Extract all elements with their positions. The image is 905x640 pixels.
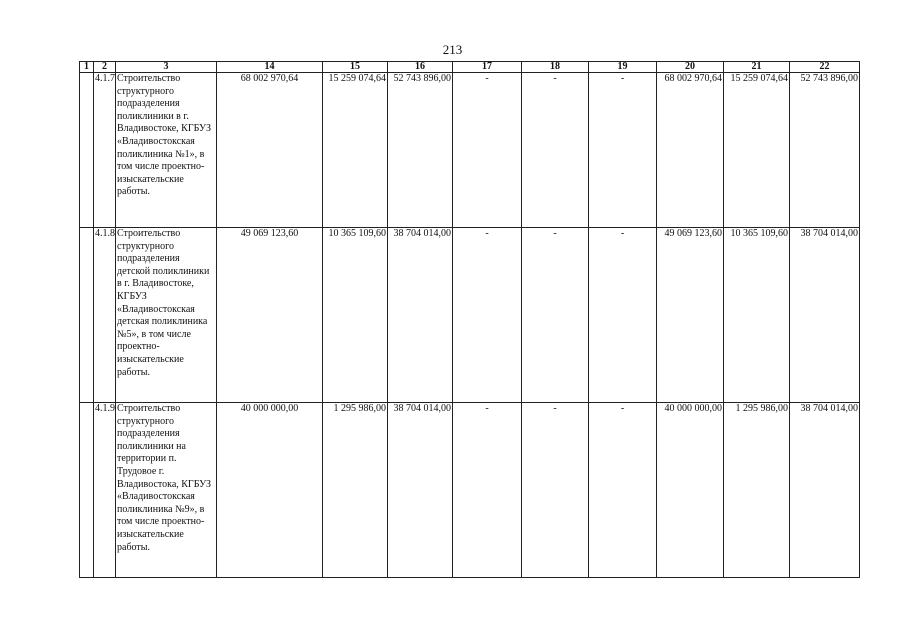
column-header: 19 (589, 62, 657, 73)
amount-cell: 40 000 000,00 (217, 403, 323, 578)
column-header: 2 (94, 62, 116, 73)
empty-value-cell: - (453, 403, 522, 578)
empty-value-cell: - (453, 73, 522, 228)
empty-value-cell: - (522, 403, 589, 578)
amount-cell: 15 259 074,64 (323, 73, 388, 228)
amount-cell: 49 069 123,60 (217, 228, 323, 403)
empty-value-cell: - (589, 73, 657, 228)
amount-cell: 38 704 014,00 (790, 403, 860, 578)
item-description: Строительство структурного подразделения поликлиники в г. Владивостоке, КГБУЗ «Владивостокская поликлиника №1», в том числе проектно-изыскательские работы. (116, 73, 217, 228)
empty-value-cell: - (522, 73, 589, 228)
item-description: Строительство структурного подразделения детской поликлиники в г. Владивостоке, КГБУЗ «Владивостокская детская поликлиника №5», в том числе проектно-изыскательские работы. (116, 228, 217, 403)
column-header: 17 (453, 62, 522, 73)
amount-cell: 38 704 014,00 (790, 228, 860, 403)
amount-cell: 40 000 000,00 (657, 403, 724, 578)
item-description: Строительство структурного подразделения поликлиники на территории п. Трудовое г. Владивостока, КГБУЗ «Владивостокская поликлиника №9», в том числе проектно-изыскательские работы. (116, 403, 217, 578)
amount-cell: 15 259 074,64 (724, 73, 790, 228)
col1-cell (80, 73, 94, 228)
column-header: 1 (80, 62, 94, 73)
column-header: 22 (790, 62, 860, 73)
column-header: 16 (388, 62, 453, 73)
amount-cell: 38 704 014,00 (388, 403, 453, 578)
table-row (80, 73, 860, 228)
item-code: 4.1.7 (94, 73, 116, 228)
amount-cell: 68 002 970,64 (657, 73, 724, 228)
column-header: 15 (323, 62, 388, 73)
empty-value-cell: - (522, 228, 589, 403)
amount-cell: 38 704 014,00 (388, 228, 453, 403)
col1-cell (80, 403, 94, 578)
column-header: 14 (217, 62, 323, 73)
amount-cell: 1 295 986,00 (323, 403, 388, 578)
table-row (80, 403, 860, 578)
amount-cell: 52 743 896,00 (388, 73, 453, 228)
amount-cell: 10 365 109,60 (323, 228, 388, 403)
column-header: 18 (522, 62, 589, 73)
column-header: 3 (116, 62, 217, 73)
empty-value-cell: - (589, 403, 657, 578)
amount-cell: 10 365 109,60 (724, 228, 790, 403)
col1-cell (80, 228, 94, 403)
item-code: 4.1.8 (94, 228, 116, 403)
item-code: 4.1.9 (94, 403, 116, 578)
budget-table (79, 61, 860, 578)
empty-value-cell: - (453, 228, 522, 403)
amount-cell: 1 295 986,00 (724, 403, 790, 578)
page-number: 213 (442, 42, 463, 57)
empty-value-cell: - (589, 228, 657, 403)
header-row (80, 62, 860, 73)
amount-cell: 68 002 970,64 (217, 73, 323, 228)
column-header: 20 (657, 62, 724, 73)
amount-cell: 49 069 123,60 (657, 228, 724, 403)
table-row (80, 228, 860, 403)
column-header: 21 (724, 62, 790, 73)
amount-cell: 52 743 896,00 (790, 73, 860, 228)
